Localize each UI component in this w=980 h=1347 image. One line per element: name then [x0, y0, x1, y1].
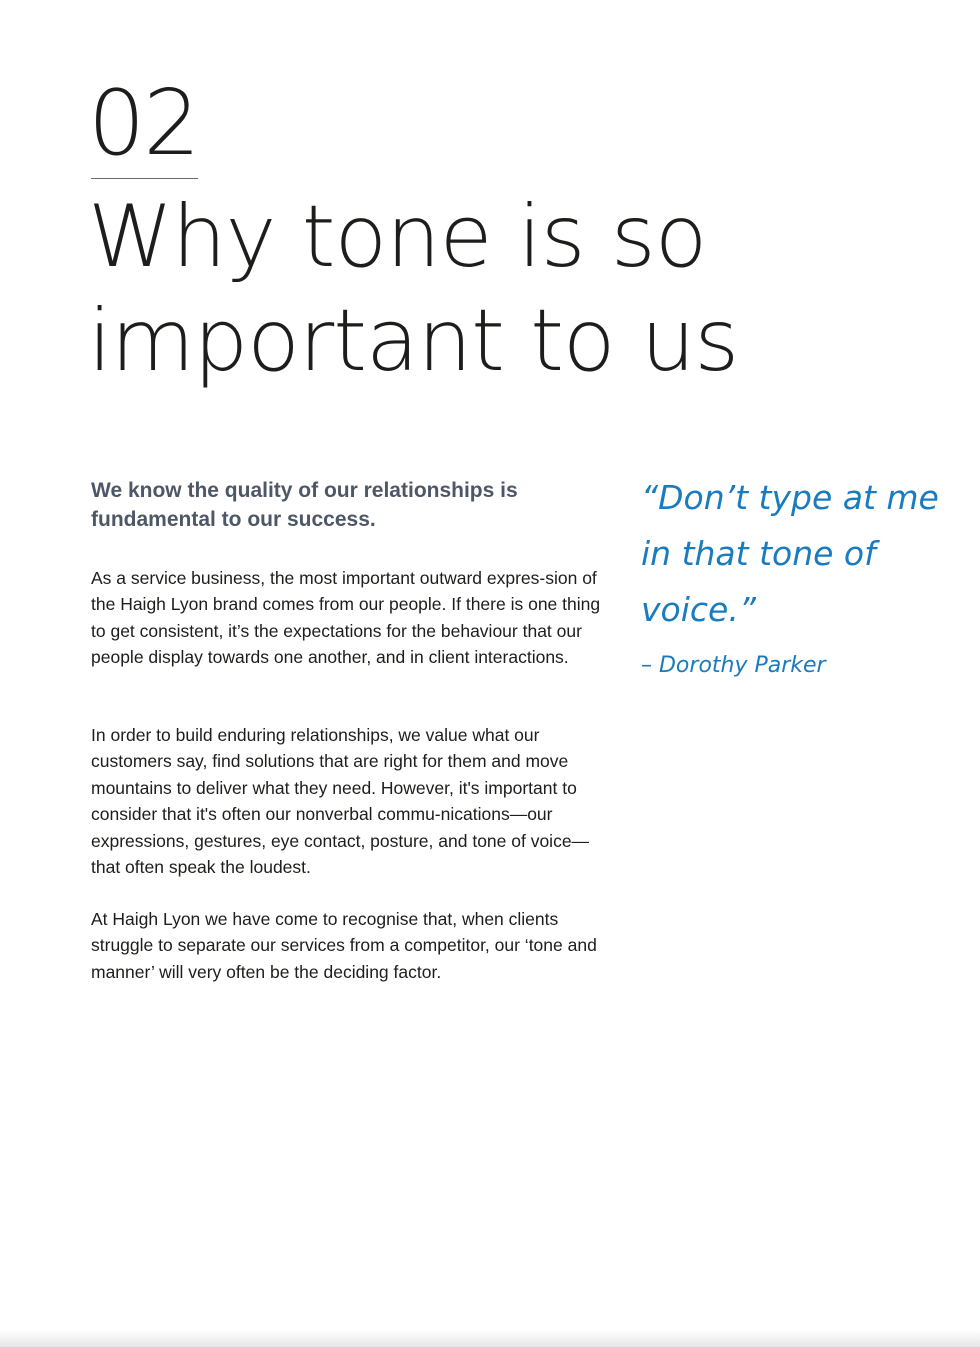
body-paragraph-3: At Haigh Lyon we have come to recognise that, when clients struggle to separate our services from a competitor, our ‘tone and manner’ will very often be the deciding factor. [91, 909, 597, 982]
pull-quote: “Don’t type at me in that tone of voice.” [641, 478, 939, 629]
page-title: Why tone is so important to us [88, 187, 739, 391]
section-divider [91, 178, 198, 179]
body-paragraph-2: In order to build enduring relationships, we value what our customers say, find solutions that are right for them and move mountains to deliver what they need. However, it's important to consider that it's often our nonverbal commu-nications—our expressions, gestures, eye contact, posture, and tone of voice—that often speak the loudest. [91, 725, 590, 878]
lead-paragraph: We know the quality of our relationships is fundamental to our success. [91, 479, 518, 531]
page-bottom-edge [0, 1330, 980, 1347]
quote-attribution: – Dorothy Parker [641, 653, 826, 678]
body-paragraph-1: As a service business, the most important outward expres-sion of the Haigh Lyon brand comes from our people. If there is one thing to get consistent, it’s the expectations for the behaviour that our people display towards one another, and in client interactions. [91, 568, 601, 668]
section-number: 02 [88, 71, 199, 176]
